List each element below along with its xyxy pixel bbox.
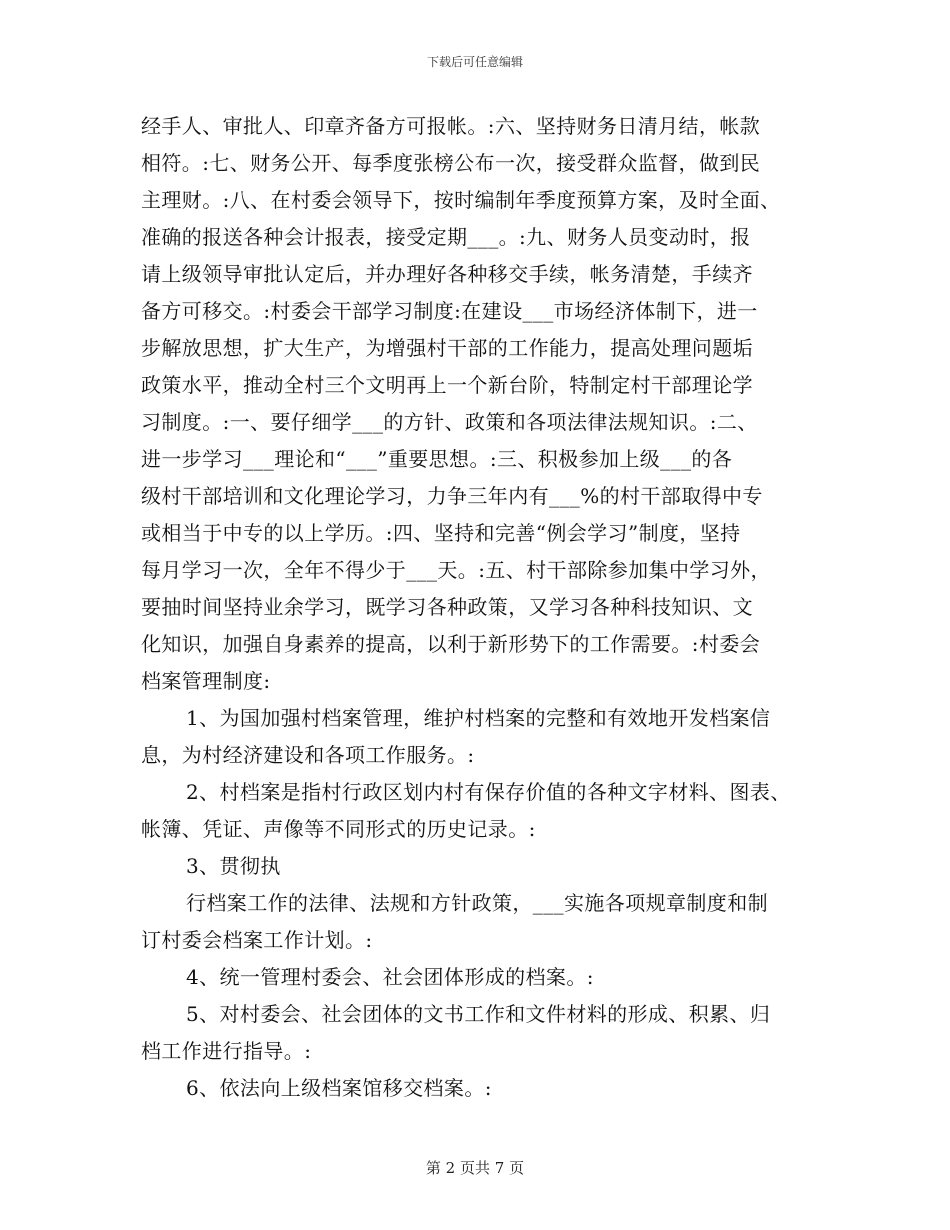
text-line: 请上级领导审批认定后，并办理好各种移交手续，帐务清楚，手续齐 (141, 262, 753, 286)
page-number: 第 2 页共 7 页 (425, 1159, 525, 1177)
text-line: 帐簿、凭证、声像等不同形式的历史记录。: (141, 817, 536, 841)
text-line: 行档案工作的法律、法规和方针政策，___实施各项规章制度和制 (186, 891, 768, 915)
text-line: 进一步学习___理论和“___”重要思想。:三、积极参加上级___的各 (141, 447, 733, 471)
text-line: 备方可移交。:村委会干部学习制度:在建设___市场经济体制下，进一 (141, 299, 758, 323)
document-body (141, 108, 831, 1107)
text-line: 档工作进行指导。: (141, 1039, 312, 1063)
text-line: 级村干部培训和文化理论学习，力争三年内有___%的村干部取得中专 (141, 484, 763, 508)
text-line: 政策水平，推动全村三个文明再上一个新台阶，特制定村干部理论学 (141, 373, 753, 397)
text-line: 要抽时间坚持业余学习，既学习各种政策，又学习各种科技知识、文 (141, 595, 753, 619)
text-line: 步解放思想，扩大生产，为增强村干部的工作能力，提高处理问题垢 (141, 336, 753, 360)
text-line: 每月学习一次，全年不得少于___天。:五、村干部除参加集中学习外， (141, 558, 771, 582)
text-line: 1、为国加强村档案管理，维护村档案的完整和有效地开发档案信 (186, 706, 771, 730)
text-line: 息，为村经济建设和各项工作服务。: (141, 743, 475, 767)
text-line: 相符。:七、财务公开、每季度张榜公布一次，接受群众监督，做到民 (141, 151, 761, 175)
text-line: 4、统一管理村委会、社会团体形成的档案。: (186, 965, 594, 989)
text-line: 准确的报送各种会计报表，接受定期___。:九、财务人员变动时，报 (141, 225, 751, 249)
text-line: 档案管理制度: (141, 669, 271, 693)
text-line: 5、对村委会、社会团体的文书工作和文件材料的形成、积累、归 (186, 1002, 771, 1026)
text-line: 2、村档案是指村行政区划内村有保存价值的各种文字材料、图表、 (186, 780, 791, 804)
text-line: 订村委会档案工作计划。: (141, 928, 373, 952)
text-line: 化知识，加强自身素养的提高，以利于新形势下的工作需要。:村委会 (141, 632, 761, 656)
page-header: 下载后可任意编辑 (426, 55, 523, 69)
text-line: 或相当于中专的以上学历。:四、坚持和完善“例会学习”制度，坚持 (141, 521, 741, 545)
text-line: 3、贯彻执 (186, 854, 281, 878)
text-line: 主理财。:八、在村委会领导下，按时编制年季度预算方案，及时全面、 (141, 188, 781, 212)
text-line: 经手人、审批人、印章齐备方可报帐。:六、坚持财务日清月结，帐款 (141, 114, 761, 138)
text-line: 习制度。:一、要仔细学___的方针、政策和各项法律法规知识。:二、 (141, 410, 758, 434)
text-line: 6、依法向上级档案馆移交档案。: (186, 1076, 492, 1100)
